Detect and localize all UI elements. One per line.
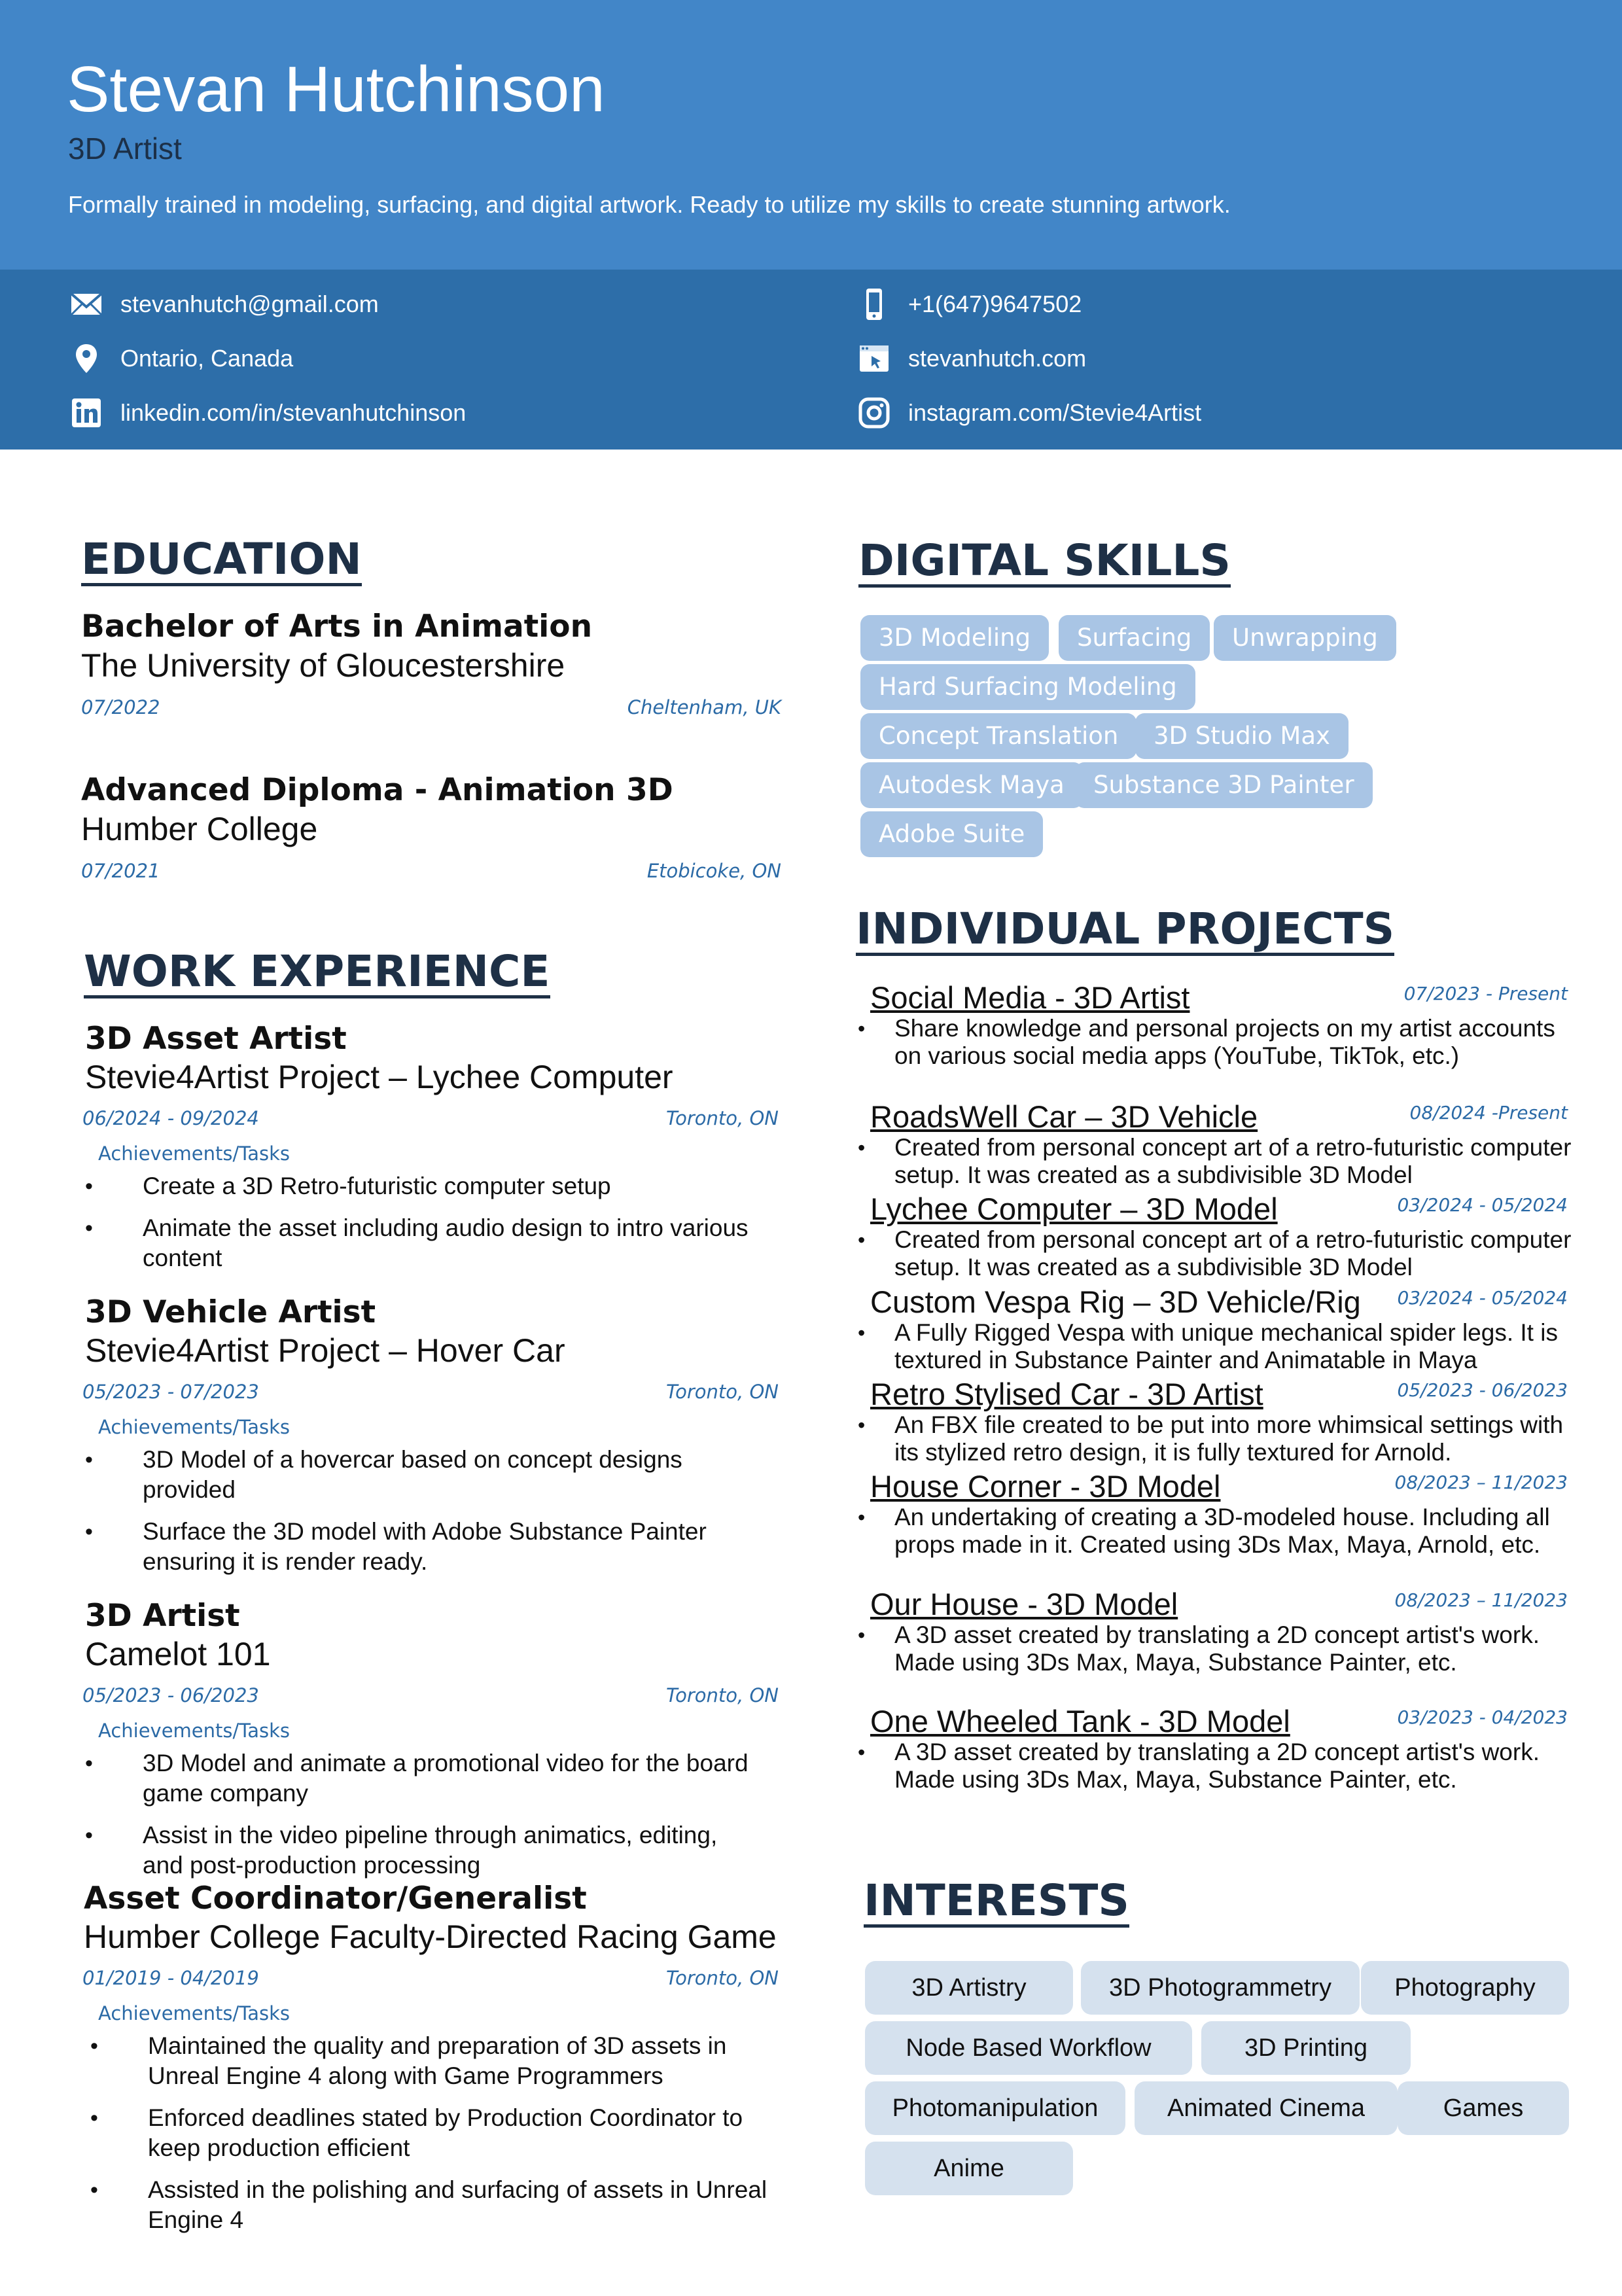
job-bullet: • 3D Model of a hovercar based on concept designs provided: [143, 1445, 758, 1505]
job-title: 3D Artist: [68, 132, 182, 166]
work-experience-heading: WORK EXPERIENCE: [84, 949, 550, 998]
skill-chip: Hard Surfacing Modeling: [860, 664, 1195, 710]
skill-chip: 3D Studio Max: [1135, 713, 1349, 759]
job-location: Toronto, ON: [666, 1684, 779, 1706]
skill-chip: Concept Translation: [860, 713, 1137, 759]
project-description: • Share knowledge and personal projects on my artist accounts on various social media apps (YouTube, TikTok, etc.): [894, 1015, 1575, 1070]
profile-summary: Formally trained in modeling, surfacing, and digital artwork. Ready to utilize my skills to create stunning artwork.: [68, 191, 1231, 218]
project-title: House Corner - 3D Model: [870, 1469, 1221, 1504]
linkedin-icon: [69, 396, 103, 430]
interest-chip: Node Based Workflow: [865, 2021, 1192, 2075]
interest-chip: Animated Cinema: [1135, 2081, 1398, 2135]
job-bullet: • Maintained the quality and preparation of 3D assets in Unreal Engine 4 along with Game Programmers: [148, 2031, 776, 2091]
project-date: 03/2024 - 05/2024: [1397, 1287, 1568, 1309]
interests-heading: INTERESTS: [864, 1878, 1129, 1928]
job-date: 06/2024 - 09/2024: [82, 1107, 259, 1129]
interest-chip: Anime: [865, 2142, 1073, 2195]
location-pin-icon: [69, 342, 103, 376]
project-description: • A Fully Rigged Vespa with unique mechanical spider legs. It is textured in Substance Painter and Animatable in Maya: [894, 1319, 1575, 1374]
project-title: Social Media - 3D Artist: [870, 980, 1190, 1015]
email-text: stevanhutch@gmail.com: [120, 291, 379, 317]
job-bullet: • Enforced deadlines stated by Production Coordinator to keep production efficient: [148, 2103, 776, 2163]
project-title: Lychee Computer – 3D Model: [870, 1192, 1278, 1226]
project-description: • Created from personal concept art of a retro-futuristic computer setup. It was created as a subdivisible 3D Model: [894, 1226, 1575, 1281]
job-organization: Camelot 101: [85, 1636, 271, 1672]
job-title: 3D Artist: [85, 1598, 240, 1634]
skill-chip: Substance 3D Painter: [1075, 762, 1373, 808]
project-title: Our House - 3D Model: [870, 1587, 1178, 1621]
job-title: 3D Asset Artist: [85, 1021, 347, 1057]
job-bullet: • Assisted in the polishing and surfacing of assets in Unreal Engine 4: [148, 2175, 776, 2235]
education-institution: Humber College: [81, 811, 318, 847]
contact-linkedin[interactable]: [69, 393, 466, 433]
project-description: • An undertaking of creating a 3D-modeled house. Including all props made in it. Created using 3Ds Max, Maya, Arnold, etc.: [894, 1504, 1575, 1559]
linkedin-text: linkedin.com/in/stevanhutchinson: [120, 399, 467, 426]
achievements-label: Achievements/Tasks: [98, 2002, 290, 2024]
job-location: Toronto, ON: [666, 1381, 779, 1403]
achievements-label: Achievements/Tasks: [98, 1142, 290, 1165]
phone-icon: [857, 287, 891, 321]
project-title: RoadsWell Car – 3D Vehicle: [870, 1099, 1258, 1134]
project-title: One Wheeled Tank - 3D Model: [870, 1704, 1290, 1739]
contact-phone[interactable]: [857, 285, 1082, 324]
website-icon: [857, 342, 891, 376]
job-organization: Stevie4Artist Project – Lychee Computer: [85, 1059, 673, 1095]
job-date: 01/2019 - 04/2019: [82, 1967, 259, 1989]
interest-chip: Photography: [1361, 1961, 1569, 2015]
interest-chip: Photomanipulation: [865, 2081, 1125, 2135]
skill-chip: Autodesk Maya: [860, 762, 1083, 808]
phone-text: +1(647)9647502: [908, 291, 1082, 317]
job-bullet: • Create a 3D Retro-futuristic computer setup: [143, 1171, 758, 1201]
job-date: 05/2023 - 06/2023: [82, 1684, 259, 1706]
project-date: 03/2024 - 05/2024: [1397, 1194, 1568, 1216]
website-text: stevanhutch.com: [908, 345, 1087, 372]
project-description: • A 3D asset created by translating a 2D concept artist's work. Made using 3Ds Max, Maya, Substance Painter, etc.: [894, 1739, 1575, 1793]
instagram-text: instagram.com/Stevie4Artist: [908, 399, 1202, 426]
job-organization: Stevie4Artist Project – Hover Car: [85, 1332, 565, 1369]
job-title: Asset Coordinator/Generalist: [84, 1881, 587, 1916]
achievements-label: Achievements/Tasks: [98, 1720, 290, 1742]
project-date: 07/2023 - Present: [1403, 983, 1568, 1004]
project-date: 08/2024 -Present: [1409, 1102, 1568, 1123]
interest-chip: Games: [1398, 2081, 1569, 2135]
job-bullet: • Surface the 3D model with Adobe Substance Painter ensuring it is render ready.: [143, 1517, 758, 1577]
skill-chip: 3D Modeling: [860, 615, 1049, 661]
interest-chip: 3D Artistry: [865, 1961, 1073, 2015]
interest-chip: 3D Printing: [1201, 2021, 1411, 2075]
skill-chip: Unwrapping: [1214, 615, 1396, 661]
job-bullet: • Animate the asset including audio design to intro various content: [143, 1213, 758, 1273]
project-date: 05/2023 - 06/2023: [1397, 1379, 1568, 1401]
individual-projects-heading: INDIVIDUAL PROJECTS: [856, 906, 1394, 956]
location-text: Ontario, Canada: [120, 345, 294, 372]
job-bullet: • Assist in the video pipeline through animatics, editing, and post-production processing: [143, 1820, 758, 1881]
project-title: Retro Stylised Car - 3D Artist: [870, 1377, 1263, 1411]
achievements-label: Achievements/Tasks: [98, 1416, 290, 1438]
education-degree: Advanced Diploma - Animation 3D: [81, 772, 673, 808]
contact-website[interactable]: [857, 339, 1086, 378]
contact-email[interactable]: [69, 285, 379, 324]
project-title: Custom Vespa Rig – 3D Vehicle/Rig: [870, 1284, 1361, 1319]
skill-chip: Surfacing: [1059, 615, 1210, 661]
education-institution: The University of Gloucestershire: [81, 647, 565, 684]
project-date: 08/2023 – 11/2023: [1394, 1472, 1568, 1493]
contact-instagram[interactable]: [857, 393, 1201, 433]
skill-chip: Adobe Suite: [860, 811, 1043, 857]
job-organization: Humber College Faculty-Directed Racing Game: [84, 1918, 777, 1955]
education-location: Cheltenham, UK: [627, 696, 781, 718]
job-bullet: • 3D Model and animate a promotional video for the board game company: [143, 1748, 758, 1809]
digital-skills-heading: DIGITAL SKILLS: [858, 538, 1231, 588]
interest-chip: 3D Photogrammetry: [1081, 1961, 1360, 2015]
project-description: • Created from personal concept art of a retro-futuristic computer setup. It was created as a subdivisible 3D Model: [894, 1134, 1575, 1189]
education-location: Etobicoke, ON: [646, 860, 781, 882]
candidate-name: Stevan Hutchinson: [67, 53, 605, 125]
project-date: 03/2023 - 04/2023: [1397, 1706, 1568, 1728]
job-location: Toronto, ON: [666, 1967, 779, 1989]
job-date: 05/2023 - 07/2023: [82, 1381, 259, 1403]
education-heading: EDUCATION: [81, 537, 362, 586]
job-title: 3D Vehicle Artist: [85, 1294, 376, 1330]
project-description: • An FBX file created to be put into more whimsical settings with its stylized retro design, it is fully textured for Arnold.: [894, 1411, 1575, 1466]
envelope-icon: [69, 287, 103, 321]
education-date: 07/2021: [81, 860, 160, 882]
project-date: 08/2023 – 11/2023: [1394, 1589, 1568, 1611]
project-description: • A 3D asset created by translating a 2D concept artist's work. Made using 3Ds Max, Maya, Substance Painter, etc.: [894, 1621, 1575, 1676]
contact-location: [69, 339, 293, 378]
education-date: 07/2022: [81, 696, 160, 718]
job-location: Toronto, ON: [666, 1107, 779, 1129]
header-banner: [0, 0, 1622, 270]
instagram-icon: [857, 396, 891, 430]
education-degree: Bachelor of Arts in Animation: [81, 609, 593, 645]
